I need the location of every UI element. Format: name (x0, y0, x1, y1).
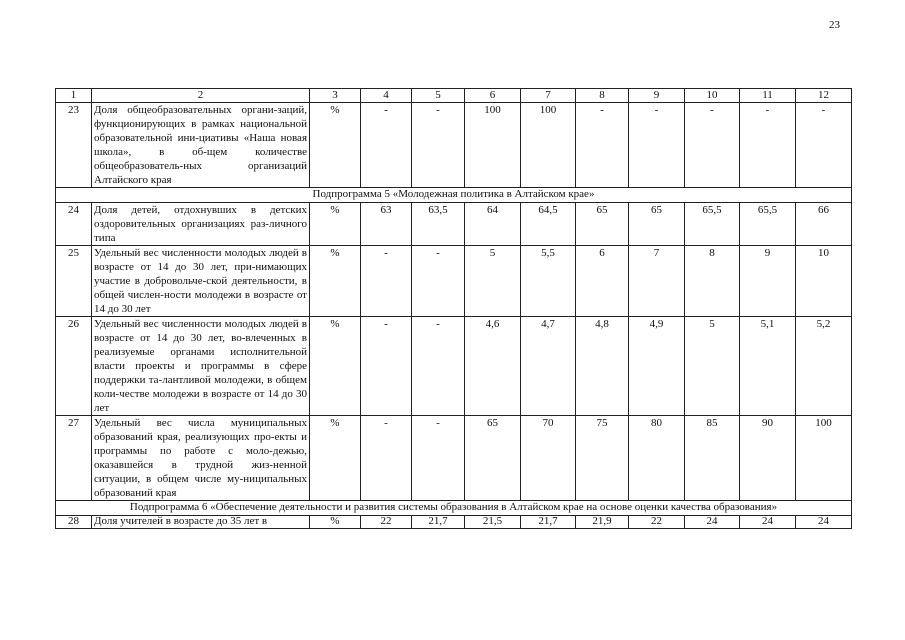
indicator-value: 90 (740, 416, 796, 501)
indicator-value: 22 (629, 516, 685, 529)
indicator-value: 6 (576, 246, 629, 317)
indicator-value: 24 (796, 516, 852, 529)
indicator-value: 4,7 (521, 317, 576, 416)
indicator-number: 23 (56, 103, 92, 188)
indicator-row (56, 246, 852, 317)
indicator-unit: % (310, 317, 361, 416)
indicator-value: 65 (629, 203, 685, 246)
indicator-value: 65 (576, 203, 629, 246)
page-number: 23 (829, 19, 840, 31)
indicator-value: - (361, 317, 412, 416)
indicator-value: - (740, 103, 796, 188)
indicator-value: 9 (740, 246, 796, 317)
indicator-value: 66 (796, 203, 852, 246)
indicator-number: 27 (56, 416, 92, 501)
indicator-value: 63,5 (412, 203, 465, 246)
indicator-value: 8 (685, 246, 740, 317)
indicator-unit: % (310, 416, 361, 501)
indicator-value: 100 (521, 103, 576, 188)
column-header: 2 (92, 89, 310, 103)
column-header: 7 (521, 89, 576, 103)
column-header: 6 (465, 89, 521, 103)
indicator-row (56, 416, 852, 501)
indicator-value: 5 (465, 246, 521, 317)
indicator-value: 21,5 (465, 516, 521, 529)
indicator-value: 64,5 (521, 203, 576, 246)
indicators-table (55, 88, 852, 529)
indicator-value: - (361, 416, 412, 501)
indicator-value: 7 (629, 246, 685, 317)
indicator-unit: % (310, 516, 361, 529)
column-header: 8 (576, 89, 629, 103)
indicator-value: 100 (465, 103, 521, 188)
indicator-value: 24 (740, 516, 796, 529)
indicator-row (56, 317, 852, 416)
indicator-unit: % (310, 246, 361, 317)
indicator-value: - (412, 317, 465, 416)
indicator-value: - (412, 416, 465, 501)
subprogram-heading-row (56, 188, 852, 203)
header-row (56, 89, 852, 103)
indicator-value: 64 (465, 203, 521, 246)
indicator-value: 21,9 (576, 516, 629, 529)
column-header: 11 (740, 89, 796, 103)
column-header: 10 (685, 89, 740, 103)
indicator-unit: % (310, 203, 361, 246)
indicator-value: 65,5 (740, 203, 796, 246)
indicator-value: 85 (685, 416, 740, 501)
indicator-value: - (685, 103, 740, 188)
indicator-value: 75 (576, 416, 629, 501)
indicator-value: - (576, 103, 629, 188)
indicator-description: Доля общеобразовательных органи-заций, функционирующих в рамках национальной образовательной ини-циативы «Наша новая школа», в об-щем количестве общеобразователь-ных организаций Алтайского края (92, 103, 310, 188)
indicator-number: 25 (56, 246, 92, 317)
indicator-value: 5,2 (796, 317, 852, 416)
indicator-value: 5 (685, 317, 740, 416)
indicator-value: - (629, 103, 685, 188)
indicator-description: Удельный вес числа муниципальных образований края, реализующих про-екты и программы по работе с моло-дежью, оказавшейся в трудной жиз-ненной ситуации, в общем числе му-ниципальных образований края (92, 416, 310, 501)
indicator-unit: % (310, 103, 361, 188)
indicator-value: 80 (629, 416, 685, 501)
indicator-number: 28 (56, 516, 92, 529)
indicator-value: - (412, 246, 465, 317)
indicator-value: 4,8 (576, 317, 629, 416)
indicator-value: 4,6 (465, 317, 521, 416)
indicator-value: - (412, 103, 465, 188)
indicator-value: 5,5 (521, 246, 576, 317)
indicator-row (56, 103, 852, 188)
subprogram-heading-row (56, 501, 852, 516)
indicator-value: 63 (361, 203, 412, 246)
indicator-value: 65,5 (685, 203, 740, 246)
column-header: 5 (412, 89, 465, 103)
indicator-value: 65 (465, 416, 521, 501)
indicator-value: 70 (521, 416, 576, 501)
column-header: 12 (796, 89, 852, 103)
indicator-value: 10 (796, 246, 852, 317)
indicator-value: - (796, 103, 852, 188)
subprogram-heading: Подпрограмма 5 «Молодежная политика в Алтайском крае» (56, 188, 852, 203)
indicator-number: 24 (56, 203, 92, 246)
indicator-description: Доля учителей в возрасте до 35 лет в (92, 516, 310, 529)
indicator-value: 5,1 (740, 317, 796, 416)
indicator-value: - (361, 246, 412, 317)
column-header: 1 (56, 89, 92, 103)
indicator-value: 4,9 (629, 317, 685, 416)
indicator-value: 22 (361, 516, 412, 529)
indicator-value: 24 (685, 516, 740, 529)
indicator-description: Удельный вес численности молодых людей в возрасте от 14 до 30 лет, при-нимающих участие в добровольче-ской деятельности, в общей числен-ности молодежи в возрасте от 14 до 30 лет (92, 246, 310, 317)
subprogram-heading: Подпрограмма 6 «Обеспечение деятельности и развития системы образования в Алтайском крае на основе оценки качества образования» (56, 501, 852, 516)
indicator-value: 21,7 (521, 516, 576, 529)
indicator-number: 26 (56, 317, 92, 416)
indicator-description: Доля детей, отдохнувших в детских оздоровительных организациях раз-личного типа (92, 203, 310, 246)
indicator-value: 21,7 (412, 516, 465, 529)
indicator-description: Удельный вес численности молодых людей в возрасте от 14 до 30 лет, во-влеченных в реализуемые органами исполнительной власти проекты и программы в сфере поддержки та-лантливой молодежи, в общем коли-честве молодежи в возрасте от 14 до 30 лет (92, 317, 310, 416)
indicator-row (56, 203, 852, 246)
indicator-value: 100 (796, 416, 852, 501)
column-header: 9 (629, 89, 685, 103)
column-header: 4 (361, 89, 412, 103)
column-header: 3 (310, 89, 361, 103)
indicator-value: - (361, 103, 412, 188)
indicator-row (56, 516, 852, 529)
